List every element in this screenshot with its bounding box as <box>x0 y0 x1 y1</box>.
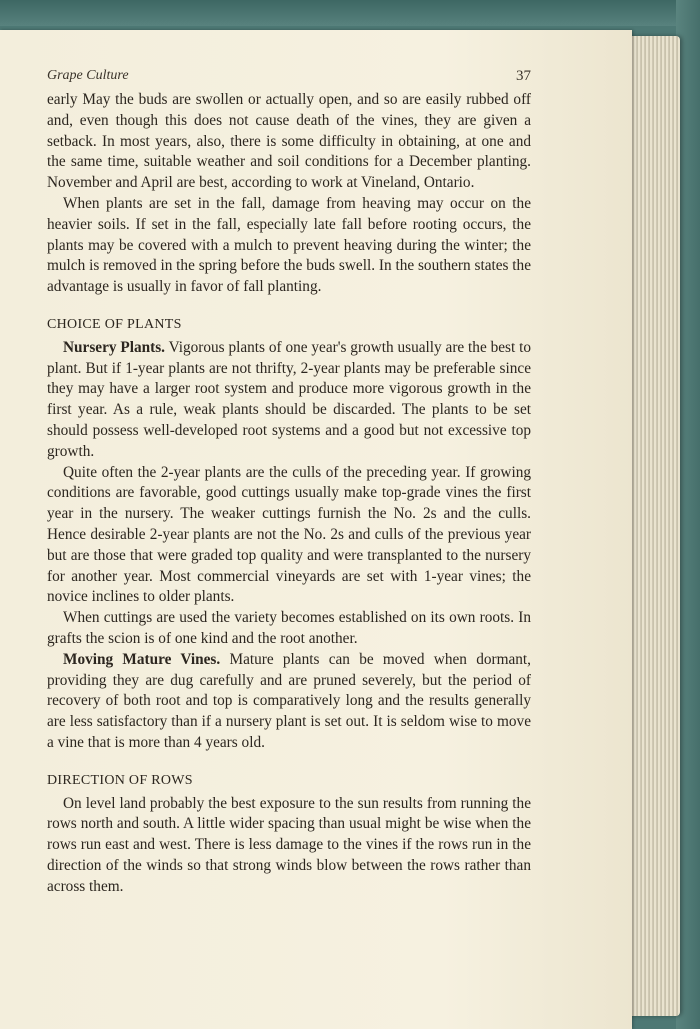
run-in-heading-nursery-plants: Nursery Plants. <box>63 338 166 356</box>
paragraph-two-year-plants: Quite often the 2-year plants are the culls of the preceding year. If growing conditions are favorable, good cuttings usually make top-grade vines the first year in the nursery. The weaker cuttings furnish the No. 2s and the culls. Hence desirable 2-year plants are not the No. 2s and culls of the previous year but are those that were graded top quality and were transplanted to the nursery for another year. Most commercial vineyards are set with 1-year vines; the novice inclines to older plants. <box>47 463 531 606</box>
page-header <box>47 68 531 88</box>
section-heading-direction-of-rows: DIRECTION OF ROWS <box>47 772 193 788</box>
book-cover-top <box>0 0 700 26</box>
page-number: 37 <box>516 68 531 84</box>
paragraph-cuttings: When cuttings are used the variety becomes established on its own roots. In grafts the scion is of one kind and the root another. <box>47 609 531 647</box>
paragraph-fall-planting: When plants are set in the fall, damage from heaving may occur on the heavier soils. If set in the fall, especially late fall before rooting occurs, the plants may be covered with a mulch to prevent heaving during the winter; the mulch is removed in the spring before the buds swell. In the southern states the advantage is usually in favor of fall planting. <box>47 194 531 296</box>
run-in-heading-moving-mature-vines: Moving Mature Vines. <box>63 650 221 668</box>
paragraph-moving-vines-text: Mature plants can be moved when dormant, providing they are dug carefully and are pruned severely, but the period of recovery of both root and top is comparatively long and the results generally are less satisfactory than if a nursery plant is set out. It is seldom wise to move a vine that is more than 4 years old. <box>47 650 532 751</box>
paragraph-nursery-plants <box>47 338 531 463</box>
running-title: Grape Culture <box>47 68 129 83</box>
page-body <box>47 90 531 897</box>
paragraph-row-direction: On level land probably the best exposure to the sun results from running the rows north and south. A little wider spacing than usual might be wise when the rows run east and west. There is less damage to the vines if the rows run in the direction of the winds so that strong winds blow between the rows rather than across them. <box>47 794 531 895</box>
paragraph-moving-vines <box>47 650 531 754</box>
paragraph-nursery-plants-text: Vigorous plants of one year's growth usually are the best to plant. But if 1-year plants are not thrifty, 2-year plants may be preferable since they may have a larger root system and produce more vigorous growth in the first year. As a rule, weak plants should be discarded. The plants to be set should possess well-developed root systems and a good but not excessive top growth. <box>47 338 531 460</box>
paragraph-continuation: early May the buds are swollen or actually open, and so are easily rubbed off and, even though this does not cause death of the vines, they are given a setback. In most years, also, there is some difficulty in obtaining, at one and the same time, suitable weather and soil conditions for a December planting. November and April are best, according to work at Vineland, Ontario. <box>47 91 531 192</box>
section-heading-choice-of-plants: CHOICE OF PLANTS <box>47 316 182 332</box>
